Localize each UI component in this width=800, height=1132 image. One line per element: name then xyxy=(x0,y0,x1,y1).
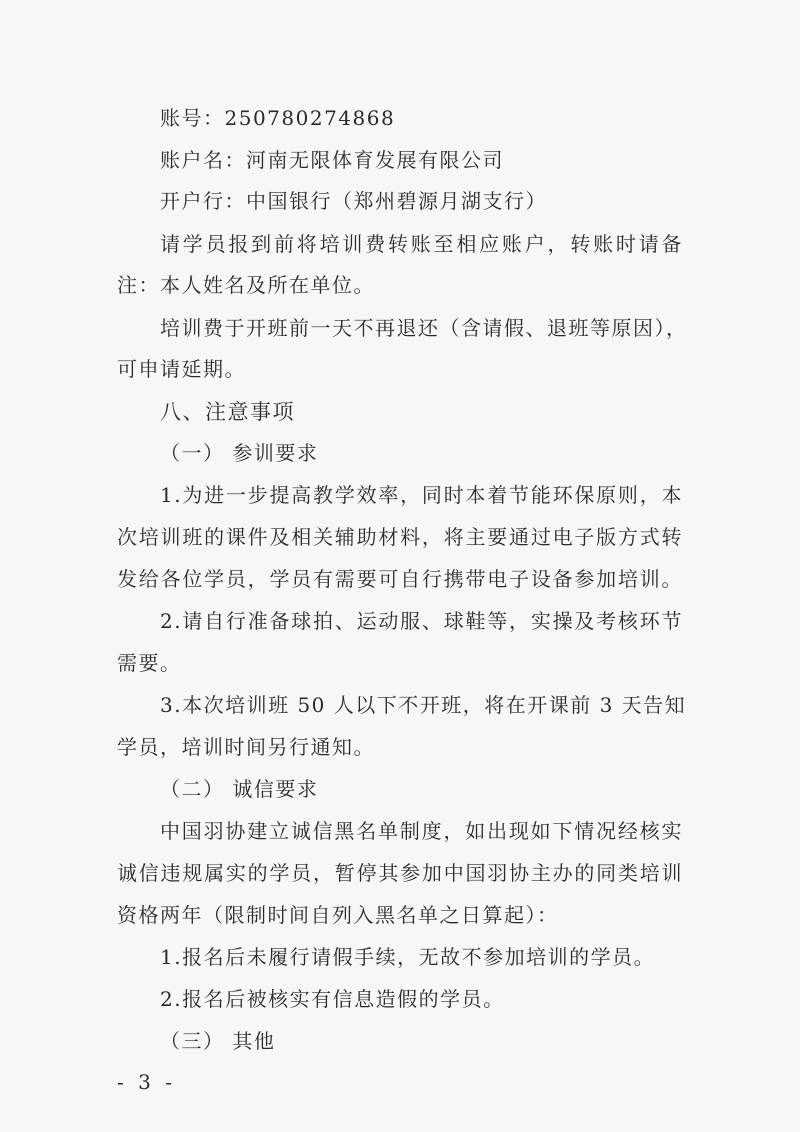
subsection-heading: （三） 其他 xyxy=(160,1029,276,1053)
paragraph-line: 需要。 xyxy=(117,651,182,675)
paragraph-line: 发给各位学员，学员有需要可自行携带电子设备参加培训。 xyxy=(117,567,683,591)
paragraph-line: 可申请延期。 xyxy=(117,357,246,381)
paragraph-line: 资格两年（限制时间自列入黑名单之日算起）： xyxy=(117,903,559,927)
paragraph-line: 1.报名后未履行请假手续，无故不参加培训的学员。 xyxy=(160,945,656,969)
subsection-heading: （一） 参训要求 xyxy=(160,441,319,465)
paragraph-line: 1.为进一步提高教学效率，同时本着节能环保原则，本 xyxy=(160,483,683,507)
paragraph-line: 中国羽协建立诚信黑名单制度，如出现如下情况经核实 xyxy=(160,819,683,843)
paragraph-line: 请学员报到前将培训费转账至相应账户，转账时请备 xyxy=(160,232,683,256)
paragraph-line: 3.本次培训班 50 人以下不开班，将在开课前 3 天告知 xyxy=(160,693,687,717)
paragraph-line: 2.请自行准备球拍、运动服、球鞋等，实操及考核环节 xyxy=(160,609,683,633)
subsection-heading: （二） 诚信要求 xyxy=(160,777,319,801)
paragraph-line: 诚信违规属实的学员，暂停其参加中国羽协主办的同类培训 xyxy=(117,861,683,885)
account-name-line: 账户名：河南无限体育发展有限公司 xyxy=(160,148,504,172)
account-number-line: 账号：250780274868 xyxy=(160,106,396,130)
paragraph-line: 培训费于开班前一天不再退还（含请假、退班等原因）， xyxy=(160,316,688,340)
page-number: - 3 - xyxy=(117,1070,176,1094)
paragraph-line: 次培训班的课件及相关辅助材料，将主要通过电子版方式转 xyxy=(117,525,683,549)
paragraph-line: 学员，培训时间另行通知。 xyxy=(117,735,375,759)
section-heading: 八、注意事项 xyxy=(160,400,295,424)
paragraph-line: 注：本人姓名及所在单位。 xyxy=(117,273,375,297)
paragraph-line: 2.报名后被核实有信息造假的学员。 xyxy=(160,987,505,1011)
bank-line: 开户行：中国银行（郑州碧源月湖支行） xyxy=(160,189,547,213)
